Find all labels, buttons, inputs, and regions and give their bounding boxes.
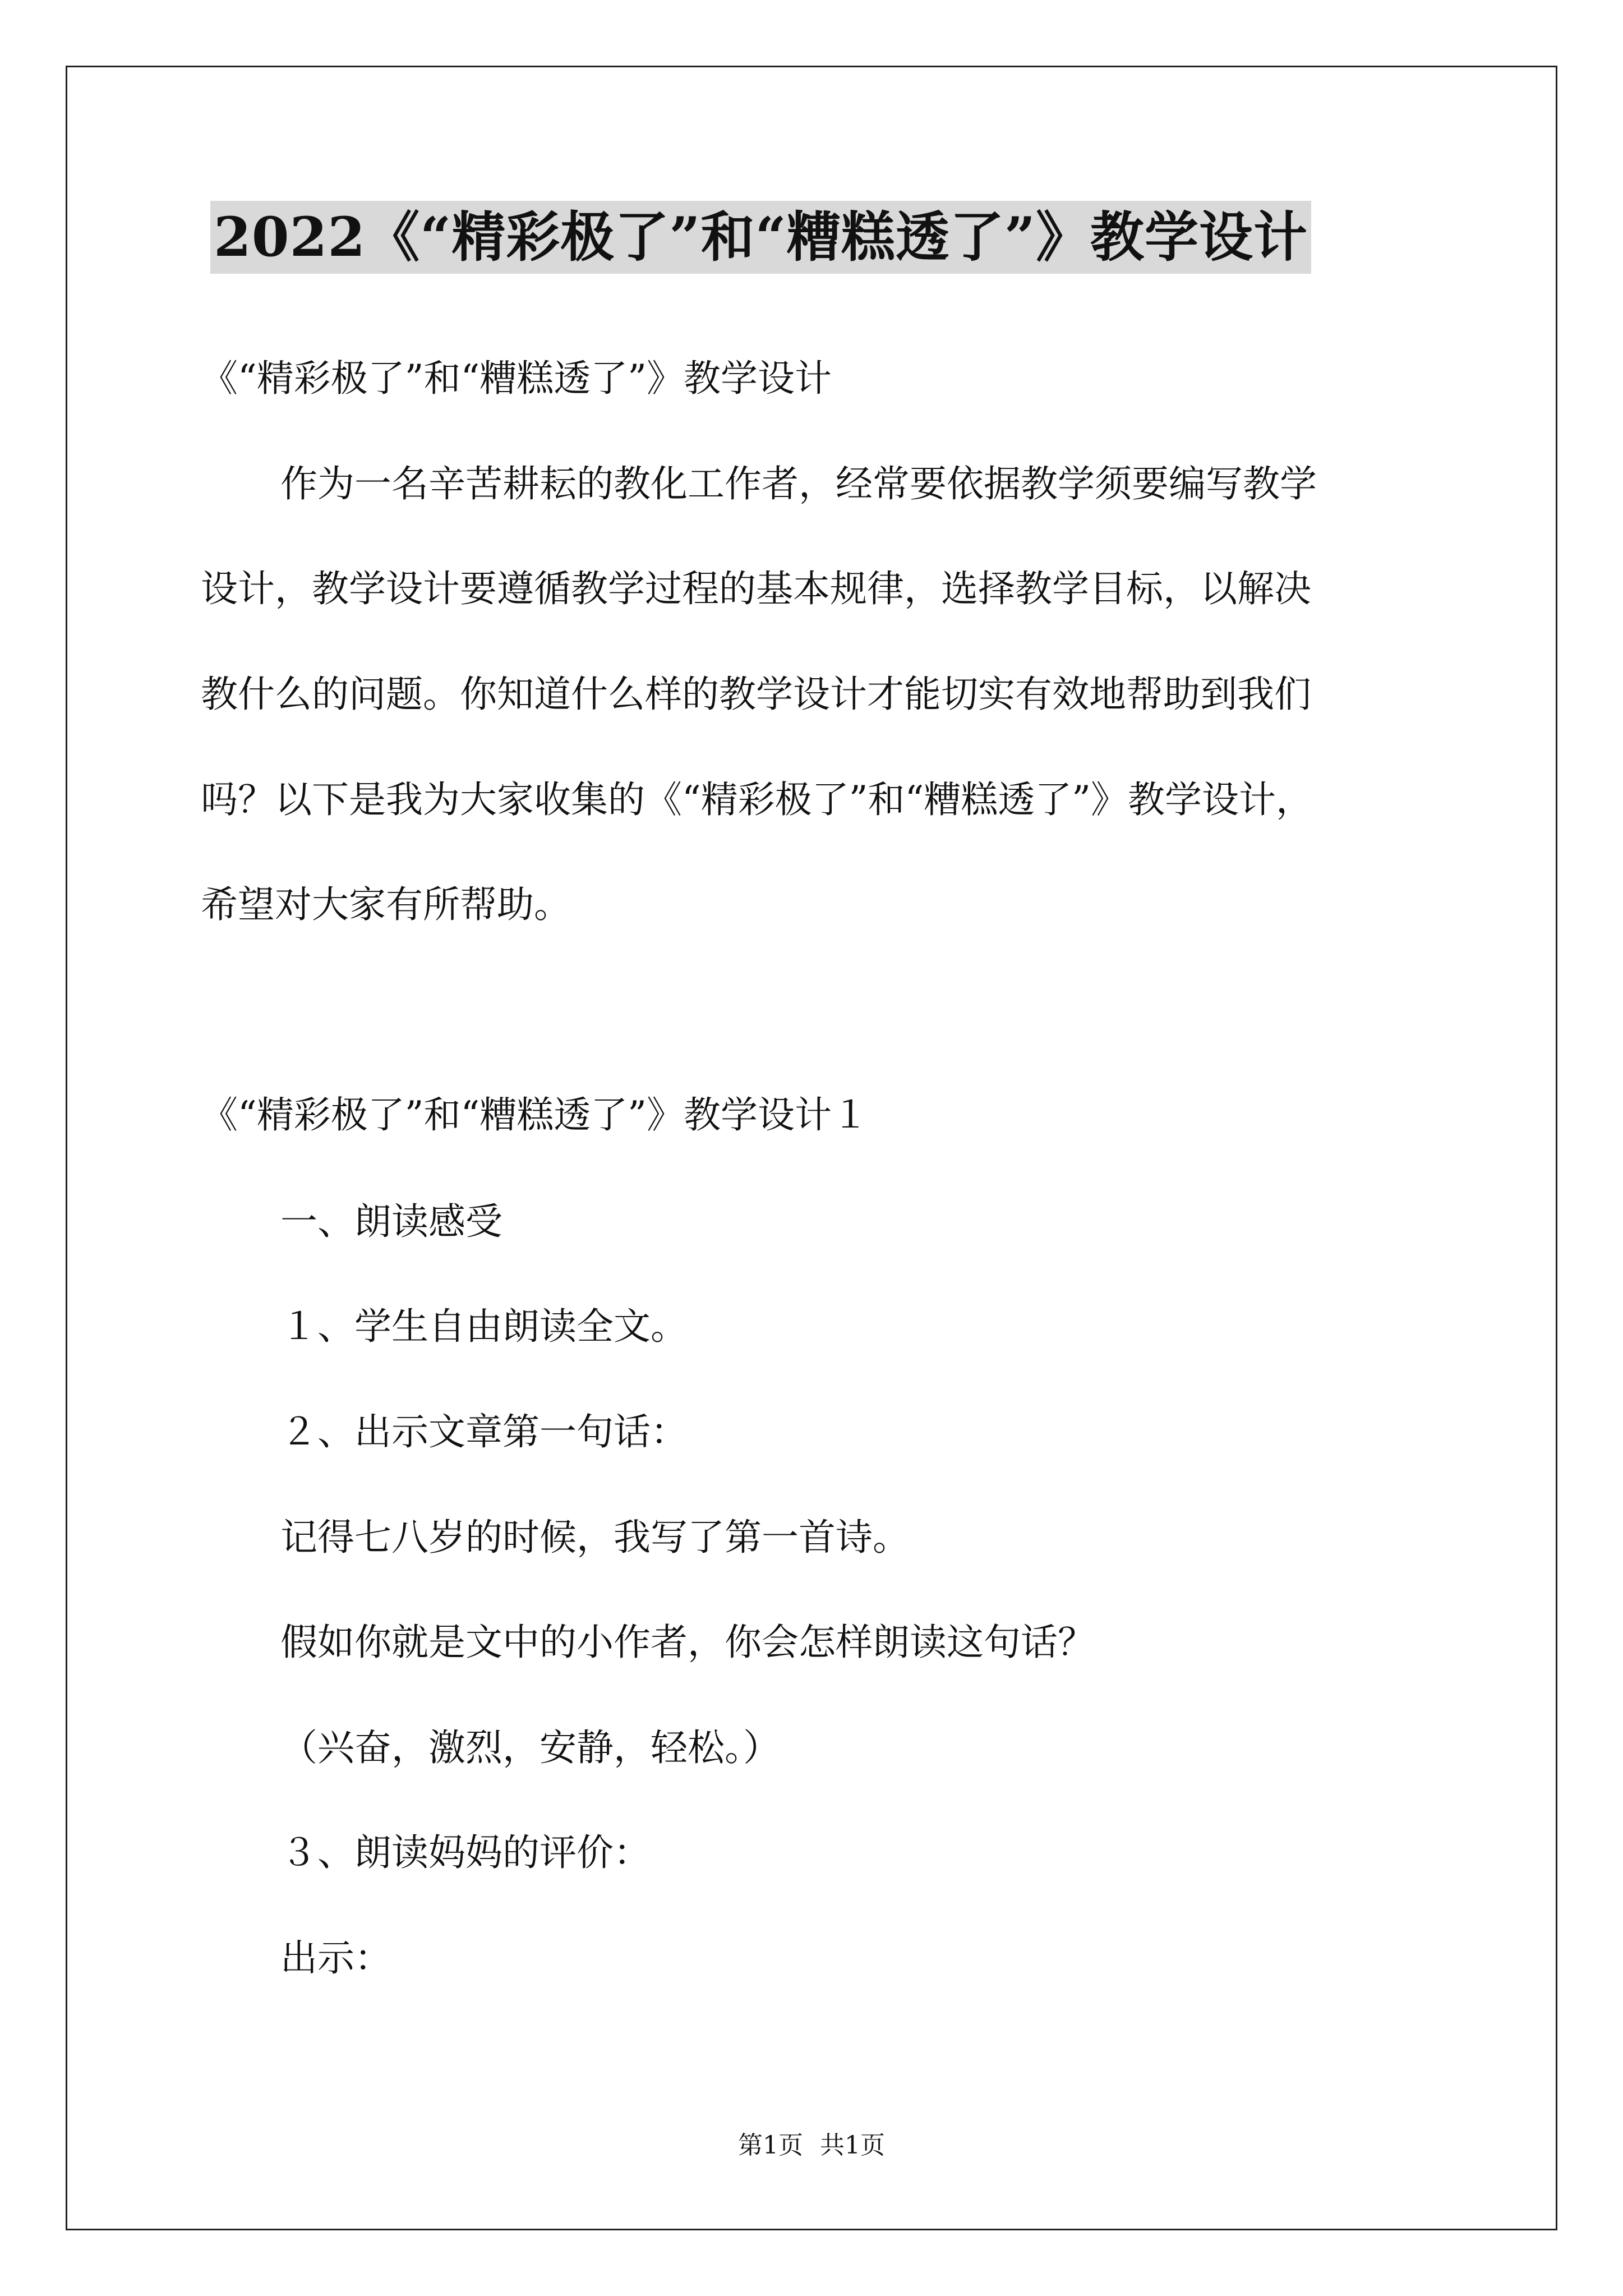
document-subtitle: 《“精彩极了”和“糟糕透了”》教学设计	[201, 357, 832, 400]
section-line-7: ３、朗读妈妈的评价：	[280, 1831, 651, 1874]
page-number-total: 共1页	[820, 2131, 885, 2160]
page-footer	[0, 2129, 1623, 2162]
section-line-1: 一、朗读感受	[280, 1200, 502, 1243]
section-line-5: 假如你就是文中的小作者，你会怎样朗读这句话？	[280, 1621, 1095, 1664]
section-line-3: ２、出示文章第一句话：	[280, 1410, 688, 1453]
page-number-current: 第1页	[738, 2131, 803, 2160]
section-line-8: 出示：	[280, 1936, 391, 1980]
section-line-2: １、学生自由朗读全文。	[280, 1305, 688, 1348]
intro-line-2: 设计，教学设计要遵循教学过程的基本规律，选择教学目标，以解决	[201, 567, 1311, 610]
intro-line-4: 吗？以下是我为大家收集的《“精彩极了”和“糟糕透了”》教学设计，	[201, 778, 1313, 821]
section-line-6: （兴奋，激烈，安静，轻松。）	[280, 1726, 780, 1769]
section-line-4: 记得七八岁的时候，我写了第一首诗。	[280, 1516, 910, 1559]
intro-line-3: 教什么的问题。你知道什么样的教学设计才能切实有效地帮助到我们	[201, 673, 1311, 716]
intro-line-5: 希望对大家有所帮助。	[201, 883, 571, 926]
section-heading: 《“精彩极了”和“糟糕透了”》教学设计１	[201, 1093, 869, 1137]
intro-line-1: 作为一名辛苦耕耘的教化工作者，经常要依据教学须要编写教学	[280, 462, 1317, 505]
document-title: 2022《“精彩极了”和“糟糕透了”》教学设计	[210, 201, 1311, 274]
